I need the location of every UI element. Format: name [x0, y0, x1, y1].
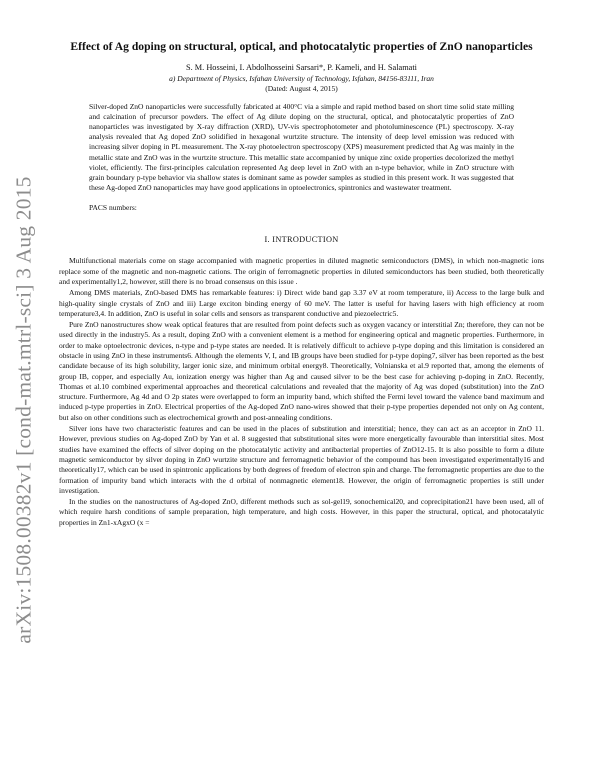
paper-date: (Dated: August 4, 2015)	[265, 83, 338, 93]
paper-page	[59, 40, 544, 528]
intro-paragraph: In the studies on the nanostructures of Ag-doped ZnO, different methods such as sol-gel19, sonochemical20, and coprecipitation21 have been used, all of which require harsh conditions of sample preparation, high temperature, and high costs. However, in this paper the structural, optical, and photocatalytic properties in Zn1-xAgxO (x =	[59, 497, 544, 527]
intro-paragraph: Pure ZnO nanostructures show weak optical features that are resulted from point defects such as oxygen vacancy or interstitial Zn; therefore, they can not be used directly in the industry5. As a result, doping ZnO with a convenient element is a method for engineering optical and magnetic properties. Furthermore, in order to make optoelectronic devices, n-type and p-type states are needed. It is relatively difficult to achieve p-type doping and this limitation is considered an obstacle in using ZnO in these instruments6. Although the elements V, I, and IB groups have been studied for p-type doping7, silver has been reported as the best candidate because of its high solubility, larger ionic size, and minimum orbital energy8. Theoretically, Volnianska et al.9 reported that, among the elements of group IB, copper, and especially Au, ionization energy was higher than Ag and caused silver to be the best case for achieving p-doping in ZnO. Recently, Thomas et al.10 combined experimental approaches and theoretical calculations and revealed that the majority of Ag was doped (substitution) into the ZnO structure. Furthermore, Ag 4d and O 2p states were overlapped to form an impurity band, which shifted the Fermi level toward the valence band maximum and induced p-type properties in ZnO. Electrical properties of the Ag-doped ZnO nano-wires showed that their p-type properties depended not only on Ag content, but also on other conditions such as electrochemical growth and post-annealing conditions.	[59, 320, 544, 422]
intro-paragraph: Among DMS materials, ZnO-based DMS has remarkable features: i) Direct wide band gap 3.37 eV at room temperature, ii) Access to the large bulk and high-quality single crystals of ZnO and iii) Large exciton binding energy of 60 meV. The latter is useful for having lasers with high efficiency at room temperature3,4. In addition, ZnO is useful in solar cells and sensors as transparent conductive and piezoelectric5.	[59, 288, 544, 318]
intro-paragraph: Silver ions have two characteristic features and can be used in the places of substitution and interstitial; hence, they can act as an acceptor in ZnO 11. However, previous studies on Ag-doped ZnO by Yan et al. 8 suggested that substitutional sites were more energetically favourable than interstitial sites. Most studies have examined the effects of silver doping on the photocatalytic activity and antibacterial properties of ZnO12-15. It is also possible to form a dilute magnetic semiconductor by silver doping in ZnO wurtzite structure and ferromagnetic behavior of the compound has been investigated experimentally16 and theoretically17, which can be used in spintronic applications by both degrees of freedom of electron spin and charge. The ferromagnetic properties are due to the formation of impurity band which interacts with the d orbital of nonmagnetic element18. However, the origin of ferromagnetic properties is still under investigation.	[59, 424, 544, 495]
pacs-numbers: PACS numbers:	[89, 203, 137, 213]
introduction-body	[59, 256, 544, 528]
paper-affiliation: a) Department of Physics, Isfahan University of Technology, Isfahan, 84156-83111, Iran	[169, 73, 434, 83]
arxiv-identifier-stamp	[4, 150, 44, 670]
abstract: Silver-doped ZnO nanoparticles were successfully fabricated at 400°C via a simple and rapid method based on short time solid state milling and calcination of precursor powders. The effect of Ag dilute doping on the structural, optical, and photocatalytic properties of ZnO nanoparticles was investigated by X-ray diffraction (XRD), UV-vis spectrophotometer and photoluminescence (PL) spectroscopy. X-ray analysis revealed that Ag doped ZnO solidified in hexagonal wurtzite structure. The intensity of deep level emission was reduced with increasing silver doping in PL measurement. The X-ray photoelectron spectroscopy (XPS) measurement predicted that Ag was mainly in the metallic state and ZnO was in the wurtzite structure. This metallic state accompanied by unique zinc oxide properties decolorized the methyl violet, efficiently. The first-principles calculation represented Ag deep level in ZnO with an n-type behavior, while in ZnO structure with grain boundary p-type behavior via shallow states is dominant same as powder samples as studied in this present work. It was suggested that these Ag-doped ZnO nanoparticles may have good applications in optoelectronics, spintronics and wastewater treatment.	[89, 101, 514, 193]
section-heading-introduction: I. INTRODUCTION	[264, 235, 339, 245]
paper-title: Effect of Ag doping on structural, optical, and photocatalytic properties of ZnO nanoparticles	[70, 40, 533, 53]
intro-paragraph: Multifunctional materials come on stage accompanied with magnetic properties in diluted magnetic semiconductors (DMS), in which non-magnetic ions replace some of the magnetic and non-magnetic cations. The origin of ferromagnetic properties in diluted semiconductors has been studied, both theoretically and experimentally1,2, however, still there is no broad consensus on this issue .	[59, 256, 544, 286]
arxiv-identifier-text: arXiv:1508.00382v1 [cond-mat.mtrl-sci] 3 Aug 2015	[11, 176, 36, 644]
paper-authors: S. M. Hosseini, I. Abdolhosseini Sarsari*, P. Kameli, and H. Salamati	[186, 63, 417, 72]
